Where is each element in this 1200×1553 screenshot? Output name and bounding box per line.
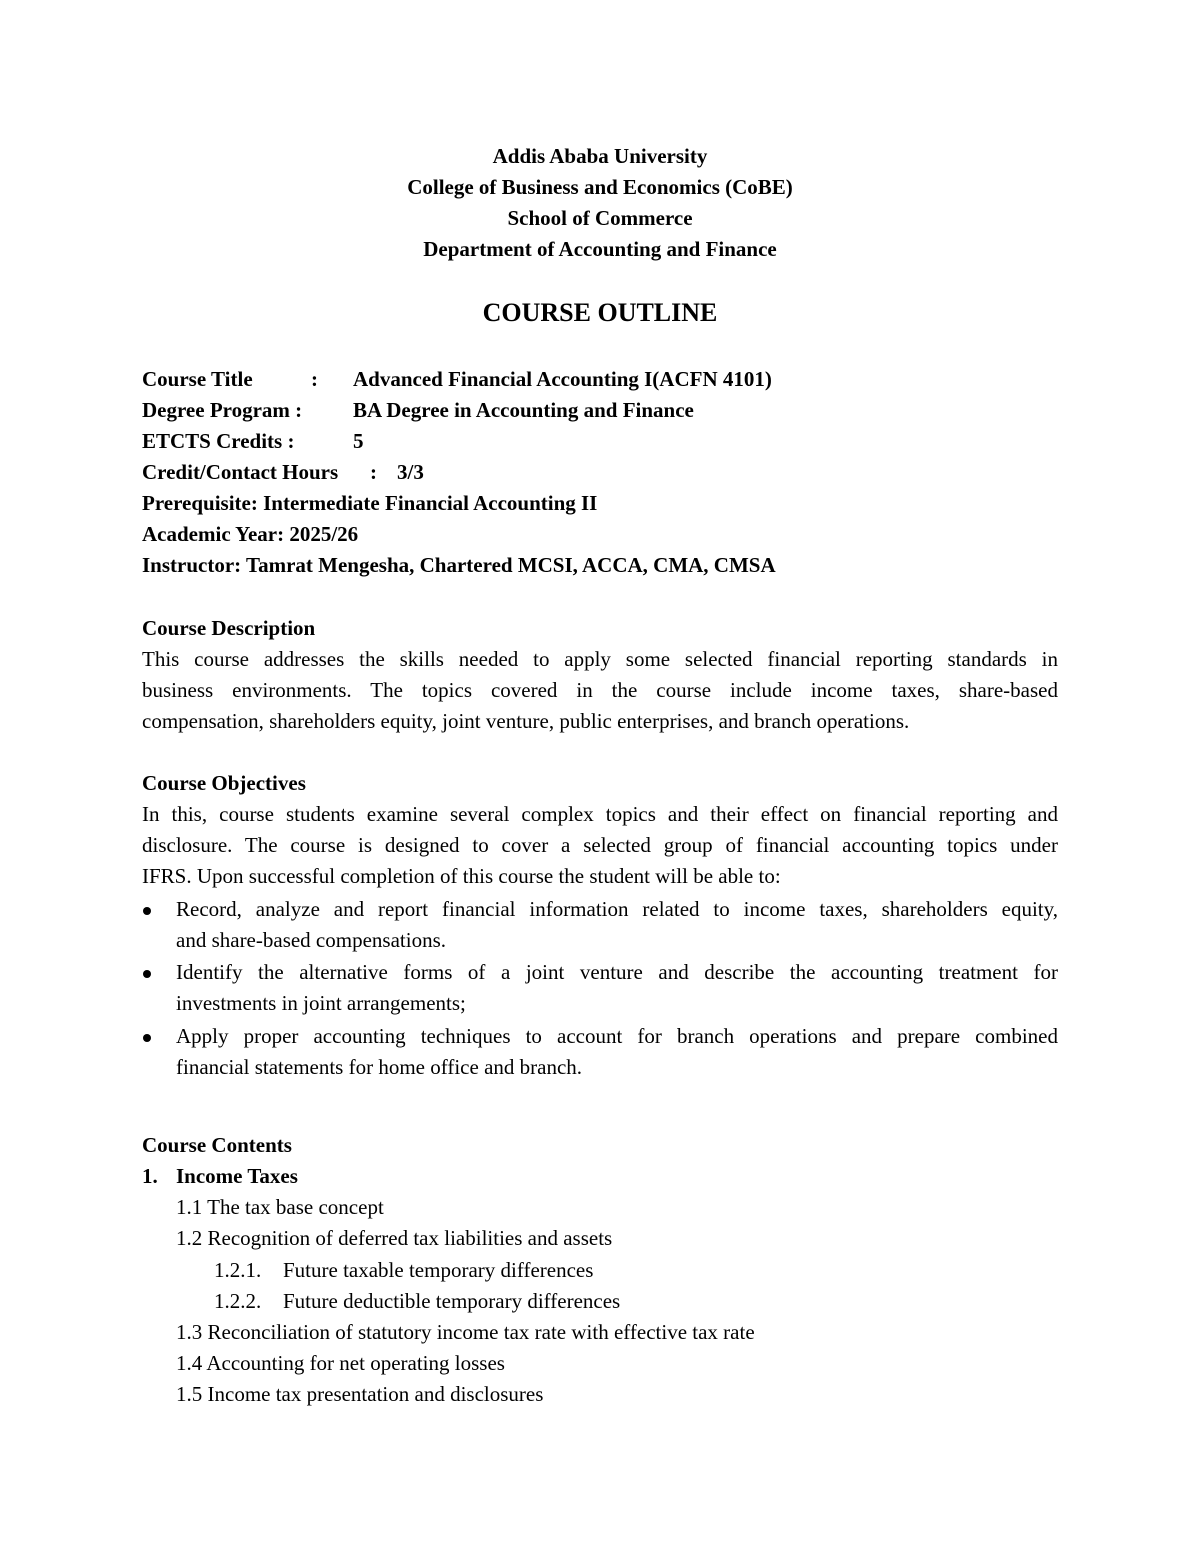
course-description-heading: Course Description xyxy=(142,616,316,640)
course-contents-heading: Course Contents xyxy=(142,1133,292,1157)
college-name: College of Business and Economics (CoBE) xyxy=(407,175,793,199)
prerequisite: Prerequisite: Intermediate Financial Accounting II xyxy=(142,491,598,515)
objective-text: Apply proper accounting techniques to account for branch operations and prepare combined xyxy=(176,1024,1058,1048)
objective-text: investments in joint arrangements; xyxy=(176,991,466,1015)
academic-year: Academic Year: 2025/26 xyxy=(142,522,359,546)
content-item: 1.2 Recognition of deferred tax liabilities and assets xyxy=(176,1226,613,1250)
objective-text: Record, analyze and report financial information related to income taxes, shareholders equity, xyxy=(176,897,1058,921)
degree-program-label: Degree Program : xyxy=(142,398,303,422)
bullet-icon xyxy=(143,970,151,978)
course-title-separator: : xyxy=(311,367,318,391)
course-title-value: Advanced Financial Accounting I(ACFN 4101) xyxy=(353,367,772,391)
objectives-line: disclosure. The course is designed to cover a selected group of financial accounting topics under xyxy=(142,833,1058,857)
section-title: Income Taxes xyxy=(176,1164,298,1188)
credits-value: 5 xyxy=(353,429,364,453)
contact-hours-value: 3/3 xyxy=(397,460,424,484)
content-item: 1.1 The tax base concept xyxy=(176,1195,384,1219)
degree-program-value: BA Degree in Accounting and Finance xyxy=(353,398,694,422)
document-title: COURSE OUTLINE xyxy=(482,298,718,327)
objective-text: and share-based compensations. xyxy=(176,928,446,952)
objective-text: financial statements for home office and branch. xyxy=(176,1055,583,1079)
school-name: School of Commerce xyxy=(507,206,693,230)
contact-hours-label: Credit/Contact Hours xyxy=(142,460,339,484)
content-subitem-text: Future deductible temporary differences xyxy=(283,1289,621,1313)
course-title-label: Course Title xyxy=(142,367,253,391)
course-objectives-heading: Course Objectives xyxy=(142,771,306,795)
objectives-line: In this, course students examine several complex topics and their effect on financial reporting and xyxy=(142,802,1058,826)
department-name: Department of Accounting and Finance xyxy=(423,237,777,261)
description-line: business environments. The topics covered in the course include income taxes, share-based xyxy=(142,678,1058,702)
bullet-icon xyxy=(143,1034,151,1042)
bullet-icon xyxy=(143,907,151,915)
description-line: compensation, shareholders equity, joint venture, public enterprises, and branch operations. xyxy=(142,709,910,733)
description-line: This course addresses the skills needed to apply some selected financial reporting standards in xyxy=(142,647,1058,671)
content-subitem-text: Future taxable temporary differences xyxy=(283,1258,594,1282)
content-subitem-number: 1.2.1. xyxy=(214,1258,262,1282)
credits-label: ETCTS Credits : xyxy=(142,429,295,453)
content-item: 1.3 Reconciliation of statutory income tax rate with effective tax rate xyxy=(176,1320,755,1344)
contact-hours-separator: : xyxy=(370,460,377,484)
objectives-line: IFRS. Upon successful completion of this course the student will be able to: xyxy=(142,864,781,888)
content-item: 1.5 Income tax presentation and disclosures xyxy=(176,1382,544,1406)
content-item: 1.4 Accounting for net operating losses xyxy=(176,1351,505,1375)
university-name: Addis Ababa University xyxy=(492,144,708,168)
instructor: Instructor: Tamrat Mengesha, Chartered MCSI, ACCA, CMA, CMSA xyxy=(142,553,776,577)
section-number: 1. xyxy=(142,1164,158,1188)
content-subitem-number: 1.2.2. xyxy=(214,1289,262,1313)
objective-text: Identify the alternative forms of a joint venture and describe the accounting treatment for xyxy=(176,960,1058,984)
